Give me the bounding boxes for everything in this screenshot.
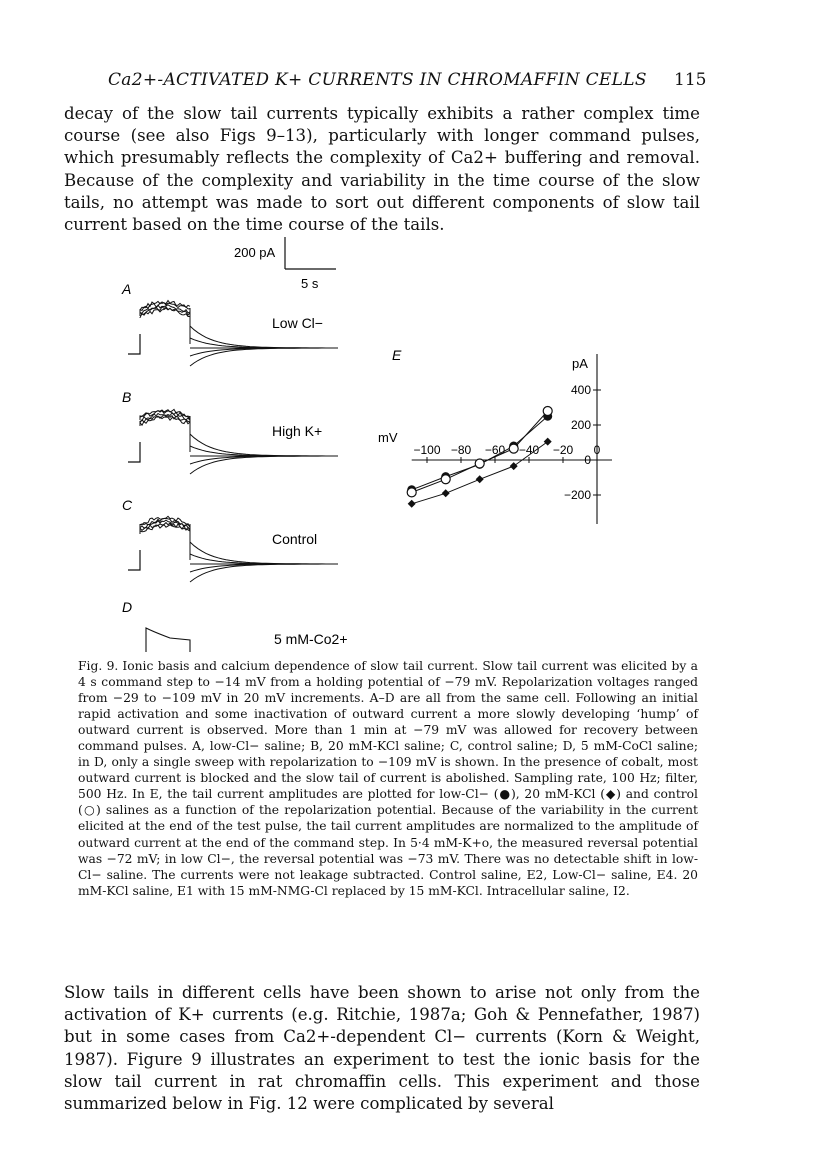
- trace-panel-a: [121, 281, 338, 366]
- panel-letter-a: A: [122, 281, 132, 297]
- data-point-diamond: [544, 438, 552, 446]
- panel-label-c: Control: [272, 531, 318, 547]
- panel-letter-d: D: [122, 599, 133, 615]
- data-point-open-circle: [543, 407, 552, 416]
- panel-label-d: 5 mM-Co2+: [274, 631, 348, 647]
- data-point-diamond: [476, 475, 484, 483]
- x-tick-label: −60: [484, 443, 506, 457]
- data-point-diamond: [408, 500, 416, 508]
- scale-bar-current-label: 200 pA: [234, 245, 276, 260]
- data-point-diamond: [442, 489, 450, 497]
- trace-holding: [128, 334, 140, 354]
- x-tick-label: −80: [450, 443, 472, 457]
- figure-caption: [78, 658, 698, 899]
- x-tick-label: 0: [593, 443, 601, 457]
- panel-letter-b: B: [122, 389, 132, 405]
- x-tick-label: −100: [413, 443, 441, 457]
- x-axis-label: mV: [378, 430, 398, 445]
- y-tick-label: 200: [570, 418, 591, 432]
- trace-panel-c: [122, 497, 338, 582]
- trace-sweep: [140, 525, 190, 534]
- panel-e-plot: [378, 347, 612, 524]
- figure-9-graphic: [110, 232, 630, 652]
- page-number: 115: [674, 70, 707, 90]
- y-tick-label: 0: [584, 453, 591, 467]
- panel-letter-e: E: [392, 347, 402, 363]
- trace-panel-d: [122, 599, 348, 652]
- data-point-diamond: [510, 462, 518, 470]
- scale-bar-time-label: 5 s: [301, 276, 319, 291]
- y-tick-label: −200: [563, 488, 591, 502]
- page-header: [0, 70, 816, 96]
- panel-label-b: High K+: [272, 423, 323, 439]
- y-axis-label: pA: [572, 356, 588, 371]
- caption-label: Fig. 9.: [78, 659, 119, 673]
- scale-bar: [234, 237, 336, 291]
- paragraph-top: decay of the slow tail currents typically exhibits a rather complex time course (see also Figs 9–13), particularly with longer command pulses, which presumably reflects the complexity of Ca2+ buffering and removal. Because of the complexity and variability in the time course of the slow tails, no attempt was made to sort out different components of slow tail current based on the time course of the tails.: [64, 104, 700, 235]
- data-point-open-circle: [407, 488, 416, 497]
- figure-9: [110, 232, 630, 652]
- panel-letter-c: C: [122, 497, 133, 513]
- trace-panel-b: [122, 389, 338, 474]
- x-tick-label: −20: [552, 443, 574, 457]
- running-title: Ca2+-ACTIVATED K+ CURRENTS IN CHROMAFFIN CELLS: [108, 70, 647, 90]
- caption-text: Ionic basis and calcium dependence of slow tail current. Slow tail current was elicited by a 4 s command step to −14 mV from a holding potential of −79 mV. Repolarization voltages ranged from −29 to −109 mV in 20 mV increments. A–D are all from the same cell. Following an initial rapid activation and some inactivation of outward current a more slowly developing ‘hump’ of outward current is observed. More than 1 min at −79 mV was allowed for recovery between command pulses. A, low-Cl− saline; B, 20 mM-KCl saline; C, control saline; D, 5 mM-CoCl saline; in D, only a single sweep with repolarization to −109 mV is shown. In the presence of cobalt, most outward current is blocked and the slow tail of current is abolished. Sampling rate, 100 Hz; filter, 500 Hz. In E, the tail current amplitudes are plotted for low-Cl− (●), 20 mM-KCl (◆) and control (○) salines as a function of the repolarization potential. Because of the variability in the current elicited at the end of the test pulse, the tail current amplitudes are normalized to the amplitude of outward current at the end of the command step. In 5·4 mM-K+o, the measured reversal potential was −72 mV; in low Cl−, the reversal potential was −73 mV. There was no detectable shift in low-Cl− saline. The currents were not leakage subtracted. Control saline, E2, Low-Cl− saline, E4. 20 mM-KCl saline, E1 with 15 mM-NMG-Cl replaced by 15 mM-KCl. Intracellular saline, I2.: [78, 659, 698, 898]
- panel-label-a: Low Cl−: [272, 315, 323, 331]
- current-traces: [121, 281, 348, 652]
- x-tick-label: −40: [518, 443, 540, 457]
- data-point-open-circle: [441, 475, 450, 484]
- y-tick-label: 400: [570, 383, 591, 397]
- paragraph-bottom: Slow tails in different cells have been shown to arise not only from the activation of K+ currents (e.g. Ritchie, 1987a; Goh & Pennefather, 1987) but in some cases from Ca2+-dependent Cl− currents (Korn & Weight, 1987). Figure 9 illustrates an experiment to test the ionic basis for the slow tail current in rat chromaffin cells. This experiment and those summarized below in Fig. 12 were complicated by several: [64, 983, 700, 1114]
- trace-holding: [128, 442, 140, 462]
- data-point-open-circle: [475, 459, 484, 468]
- trace-holding: [128, 550, 140, 570]
- trace-sweep: [140, 308, 190, 318]
- data-point-open-circle: [509, 444, 518, 453]
